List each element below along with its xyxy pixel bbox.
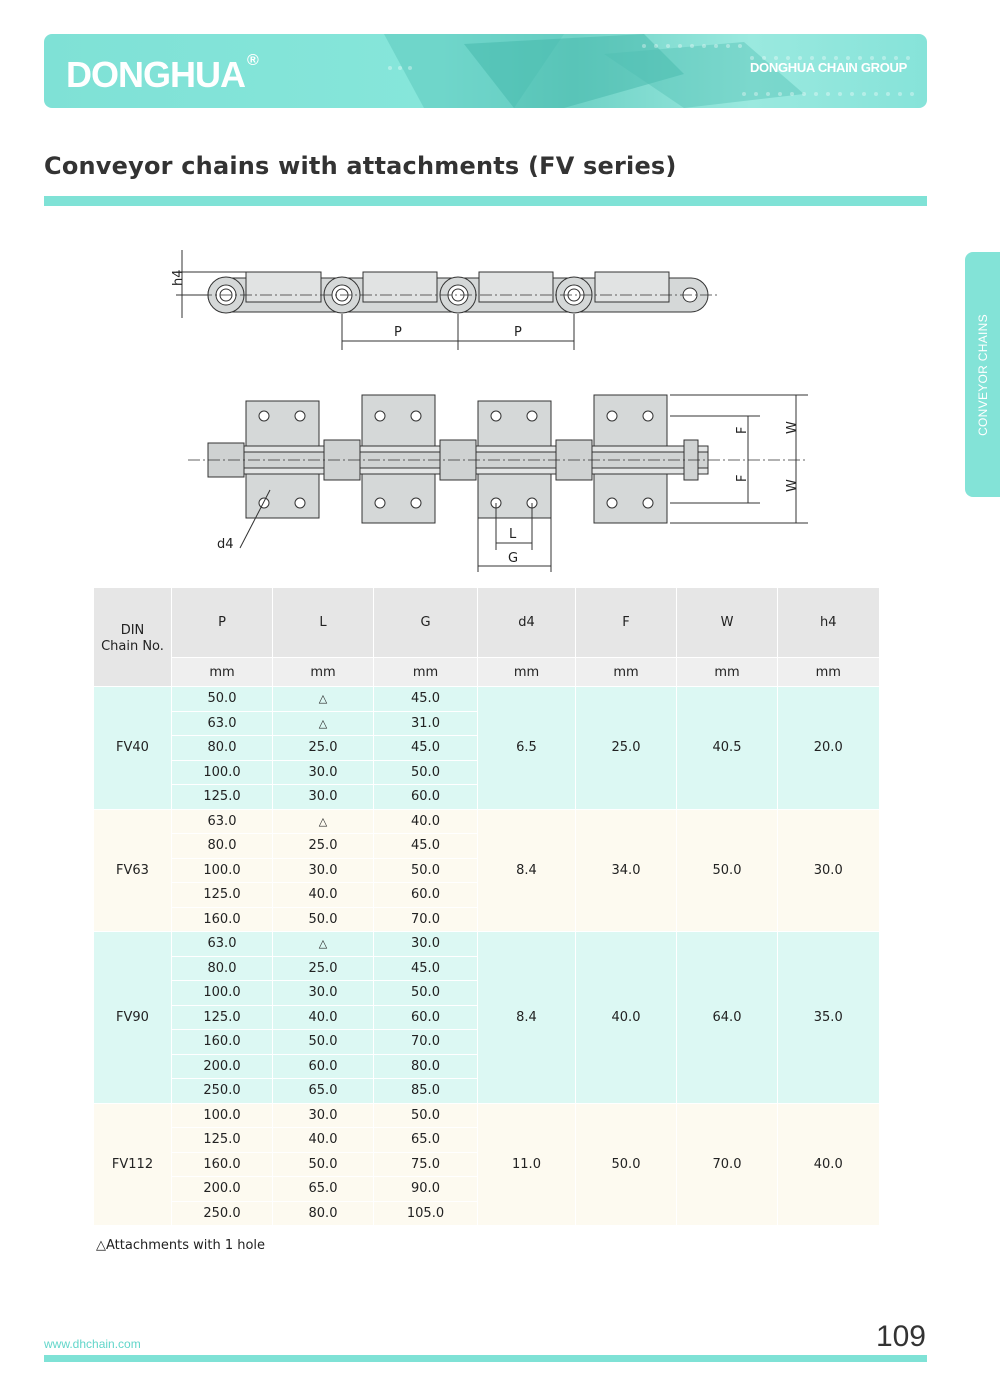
table-row bbox=[94, 932, 879, 957]
w-cell: 40.5 bbox=[677, 687, 778, 810]
brand-logo: DONGHUA ® bbox=[66, 52, 258, 95]
label-g: G bbox=[508, 551, 519, 566]
g-cell: 40.0 bbox=[374, 809, 478, 834]
p-cell: 125.0 bbox=[172, 883, 273, 908]
h4-cell: 20.0 bbox=[778, 687, 879, 810]
l-cell: 25.0 bbox=[273, 956, 374, 981]
g-cell: 45.0 bbox=[374, 834, 478, 859]
g-cell: 31.0 bbox=[374, 711, 478, 736]
g-cell: 45.0 bbox=[374, 736, 478, 761]
g-cell: 70.0 bbox=[374, 907, 478, 932]
p-cell: 100.0 bbox=[172, 981, 273, 1006]
g-cell: 60.0 bbox=[374, 785, 478, 810]
label-l: L bbox=[509, 527, 517, 542]
unit-p: mm bbox=[172, 658, 273, 687]
label-f1: F bbox=[735, 426, 750, 434]
footer-bar bbox=[44, 1355, 927, 1362]
h4-cell: 35.0 bbox=[778, 932, 879, 1104]
l-cell: 50.0 bbox=[273, 1030, 374, 1055]
footnote: △Attachments with 1 hole bbox=[96, 1238, 266, 1253]
l-cell: △ bbox=[273, 932, 374, 957]
p-cell: 80.0 bbox=[172, 834, 273, 859]
d4-cell: 11.0 bbox=[478, 1103, 576, 1225]
g-cell: 30.0 bbox=[374, 932, 478, 957]
col-header-h4: h4 bbox=[778, 588, 879, 658]
chain-no-cell: FV40 bbox=[94, 687, 172, 810]
p-cell: 100.0 bbox=[172, 1103, 273, 1128]
chain-no-cell: FV63 bbox=[94, 809, 172, 932]
g-cell: 75.0 bbox=[374, 1152, 478, 1177]
d4-cell: 6.5 bbox=[478, 687, 576, 810]
unit-l: mm bbox=[273, 658, 374, 687]
col-header-d4: d4 bbox=[478, 588, 576, 658]
g-cell: 45.0 bbox=[374, 956, 478, 981]
l-cell: 50.0 bbox=[273, 1152, 374, 1177]
g-cell: 65.0 bbox=[374, 1128, 478, 1153]
p-cell: 125.0 bbox=[172, 1128, 273, 1153]
l-cell: 30.0 bbox=[273, 981, 374, 1006]
table-row bbox=[94, 809, 879, 834]
table-row bbox=[94, 1103, 879, 1128]
g-cell: 60.0 bbox=[374, 883, 478, 908]
unit-w: mm bbox=[677, 658, 778, 687]
l-cell: 30.0 bbox=[273, 760, 374, 785]
l-cell: 40.0 bbox=[273, 1005, 374, 1030]
w-cell: 64.0 bbox=[677, 932, 778, 1104]
chain-drawing bbox=[0, 0, 1000, 590]
page-title: Conveyor chains with attachments (FV series) bbox=[44, 152, 677, 180]
label-w1: W bbox=[785, 421, 800, 434]
col-header-l: L bbox=[273, 588, 374, 658]
p-cell: 125.0 bbox=[172, 785, 273, 810]
p-cell: 100.0 bbox=[172, 858, 273, 883]
group-name: DONGHUA CHAIN GROUP bbox=[749, 60, 907, 75]
l-cell: 40.0 bbox=[273, 1128, 374, 1153]
l-cell: 30.0 bbox=[273, 858, 374, 883]
g-cell: 70.0 bbox=[374, 1030, 478, 1055]
chain-no-cell: FV90 bbox=[94, 932, 172, 1104]
w-cell: 50.0 bbox=[677, 809, 778, 932]
l-cell: △ bbox=[273, 711, 374, 736]
col-header-g: G bbox=[374, 588, 478, 658]
g-cell: 45.0 bbox=[374, 687, 478, 712]
l-cell: 25.0 bbox=[273, 834, 374, 859]
col-header-w: W bbox=[677, 588, 778, 658]
d4-cell: 8.4 bbox=[478, 809, 576, 932]
g-cell: 105.0 bbox=[374, 1201, 478, 1225]
spec-table-body bbox=[94, 687, 879, 1226]
p-cell: 100.0 bbox=[172, 760, 273, 785]
label-w2: W bbox=[785, 479, 800, 492]
l-cell: △ bbox=[273, 687, 374, 712]
section-side-tab: CONVEYOR CHAINS bbox=[965, 252, 1000, 497]
p-cell: 160.0 bbox=[172, 907, 273, 932]
top-view bbox=[188, 395, 808, 572]
p-cell: 250.0 bbox=[172, 1201, 273, 1225]
side-view bbox=[176, 250, 720, 350]
unit-g: mm bbox=[374, 658, 478, 687]
table-row bbox=[94, 687, 879, 712]
p-cell: 200.0 bbox=[172, 1054, 273, 1079]
l-cell: 50.0 bbox=[273, 907, 374, 932]
g-cell: 50.0 bbox=[374, 1103, 478, 1128]
g-cell: 60.0 bbox=[374, 1005, 478, 1030]
g-cell: 50.0 bbox=[374, 760, 478, 785]
p-cell: 80.0 bbox=[172, 956, 273, 981]
g-cell: 80.0 bbox=[374, 1054, 478, 1079]
l-cell: 30.0 bbox=[273, 1103, 374, 1128]
f-cell: 34.0 bbox=[576, 809, 677, 932]
g-cell: 90.0 bbox=[374, 1177, 478, 1202]
f-cell: 40.0 bbox=[576, 932, 677, 1104]
l-cell: 60.0 bbox=[273, 1054, 374, 1079]
h4-cell: 30.0 bbox=[778, 809, 879, 932]
p-cell: 160.0 bbox=[172, 1152, 273, 1177]
h4-cell: 40.0 bbox=[778, 1103, 879, 1225]
f-cell: 50.0 bbox=[576, 1103, 677, 1225]
col-header-p: P bbox=[172, 588, 273, 658]
f-cell: 25.0 bbox=[576, 687, 677, 810]
label-d4: d4 bbox=[217, 537, 234, 552]
label-h4: h4 bbox=[171, 269, 186, 286]
l-cell: 65.0 bbox=[273, 1079, 374, 1104]
unit-d4: mm bbox=[478, 658, 576, 687]
l-cell: 25.0 bbox=[273, 736, 374, 761]
p-cell: 200.0 bbox=[172, 1177, 273, 1202]
col-header-din: DIN Chain No. bbox=[94, 588, 172, 687]
g-cell: 85.0 bbox=[374, 1079, 478, 1104]
footer-url[interactable]: www.dhchain.com bbox=[44, 1337, 141, 1351]
p-cell: 63.0 bbox=[172, 932, 273, 957]
chain-no-cell: FV112 bbox=[94, 1103, 172, 1225]
p-cell: 250.0 bbox=[172, 1079, 273, 1104]
col-header-f: F bbox=[576, 588, 677, 658]
g-cell: 50.0 bbox=[374, 981, 478, 1006]
p-cell: 63.0 bbox=[172, 809, 273, 834]
label-p1: P bbox=[394, 325, 402, 340]
spec-table bbox=[93, 588, 879, 1225]
l-cell: 80.0 bbox=[273, 1201, 374, 1225]
unit-h4: mm bbox=[778, 658, 879, 687]
l-cell: 65.0 bbox=[273, 1177, 374, 1202]
unit-f: mm bbox=[576, 658, 677, 687]
l-cell: 40.0 bbox=[273, 883, 374, 908]
g-cell: 50.0 bbox=[374, 858, 478, 883]
l-cell: 30.0 bbox=[273, 785, 374, 810]
label-p2: P bbox=[514, 325, 522, 340]
l-cell: △ bbox=[273, 809, 374, 834]
p-cell: 160.0 bbox=[172, 1030, 273, 1055]
d4-cell: 8.4 bbox=[478, 932, 576, 1104]
label-f2: F bbox=[735, 474, 750, 482]
p-cell: 80.0 bbox=[172, 736, 273, 761]
page-number: 109 bbox=[875, 1320, 926, 1353]
p-cell: 125.0 bbox=[172, 1005, 273, 1030]
w-cell: 70.0 bbox=[677, 1103, 778, 1225]
p-cell: 63.0 bbox=[172, 711, 273, 736]
p-cell: 50.0 bbox=[172, 687, 273, 712]
